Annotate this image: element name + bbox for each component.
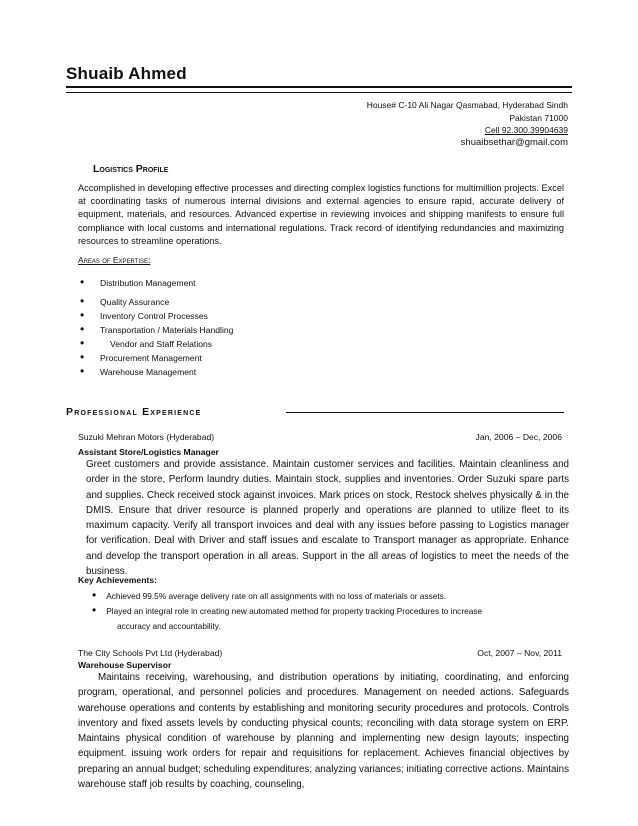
job-company: Suzuki Mehran Motors (Hyderabad) — [78, 432, 215, 442]
profile-summary: Accomplished in developing effective processes and directing complex logistics functions for multimillion projects. Excel at coordinating tasks of numerous internal divisions and external agencies to ensure rapid, accurate delivery of equipment, materials, and resources. Advanced expertise in reviewing invoices and shipping manifests to ensure full compliance with local customs and international regulations. Track record of identifying redundancies and maximizing resources to streamline operations. — [78, 183, 564, 246]
experience-rule — [286, 412, 564, 413]
area-item: • Vendor and Staff Relations — [80, 337, 380, 351]
area-item: • Transportation / Materials Handling — [80, 323, 380, 337]
address-line-2: Pakistan 71000 — [509, 113, 568, 123]
area-item: • Inventory Control Processes — [80, 309, 380, 323]
experience-title: Professional Experience — [66, 406, 202, 418]
bullet-icon: • — [92, 603, 97, 617]
achievement-text-tail: or assets. — [410, 591, 447, 601]
job-role: Warehouse Supervisor — [78, 660, 172, 670]
job-description: Greet customers and provide assistance. Maintain customer services and facilities. Maintain cleanliness and order in the store, Perform laundry duties. Maintain stock, supplies and inventories. Order Suzuki spare parts and supplies. Check received stock against invoices. Mark prices on stock, Restock shelves physically & in the DMIS. Ensure that driver resource is planned properly and operations are planned to utilize fleet to its maximum capacity. Verify all transport invoices and deal with any issues before passing to Logistics manager for verification. Deal with Driver and staff issues and escalate to Transport manager as appropriate. Enhance and develop the transport operation in all areas. Support in the all areas of logistics to meet the needs of the business. — [86, 459, 569, 578]
achievement-continuation: accuracy and accountability. — [117, 621, 221, 631]
email: shuaibsethar@gmail.com — [460, 137, 568, 148]
achievements-title: Key Achievements: — [78, 575, 157, 585]
areas-title: Areas of Expertise: — [78, 255, 151, 265]
achievement-item — [92, 603, 482, 617]
profile-title: Logistics Profile — [93, 163, 169, 175]
job-dates: Jan, 2006 – Dec, 2006 — [475, 432, 562, 442]
header-rule — [66, 86, 572, 88]
job-dates: Oct, 2007 – Nov, 2011 — [477, 648, 562, 658]
area-item: • Distribution Management — [80, 276, 380, 290]
job-role: Assistant Store/Logistics Manager — [78, 447, 219, 457]
area-item: • Quality Assurance — [80, 295, 380, 309]
area-item: • Procurement Management — [80, 351, 380, 365]
candidate-name: Shuaib Ahmed — [66, 64, 187, 83]
achievement-text: Played an integral role in creating new automated method for property tracking — [106, 606, 395, 616]
achievement-item — [92, 588, 446, 602]
job-company: The City Schools Pvt Ltd (Hyderabad) — [78, 648, 223, 658]
achievement-text-tail: Procedures to increase — [396, 606, 483, 616]
phone-text: Cell 92.300.39904639 — [484, 125, 568, 135]
phone — [485, 125, 568, 135]
area-item: • Warehouse Management — [80, 365, 380, 379]
areas-list — [80, 276, 380, 379]
address-line-1: House# C-10 Ali Nagar Qasmabad, Hyderabad Sindh — [366, 100, 568, 110]
bullet-icon: • — [92, 588, 97, 602]
header-rule-thin — [66, 92, 572, 93]
achievement-text: Achieved 99.5% average delivery rate on all assignments with no loss of materials — [106, 591, 408, 601]
job-description: Maintains receiving, warehousing, and distribution operations by initiating, coordinating, and enforcing program, operational, and personnel policies and procedures. Management on needed actions. Safeguards warehouse operations and contents by establishing and monitoring security procedures and protocols. Controls inventory and fixed assets levels by conducting physical counts; reconciling with data storage system on ERP. Maintains physical condition of warehouse by planning and implementing new design layouts; inspecting equipment. issuing work orders for repair and requisitions for replacement. Achieves financial objectives by preparing an annual budget; scheduling expenditures; analyzing variances; initiating corrective actions. Maintains warehouse staff job results by coaching, counseling, — [78, 672, 569, 791]
